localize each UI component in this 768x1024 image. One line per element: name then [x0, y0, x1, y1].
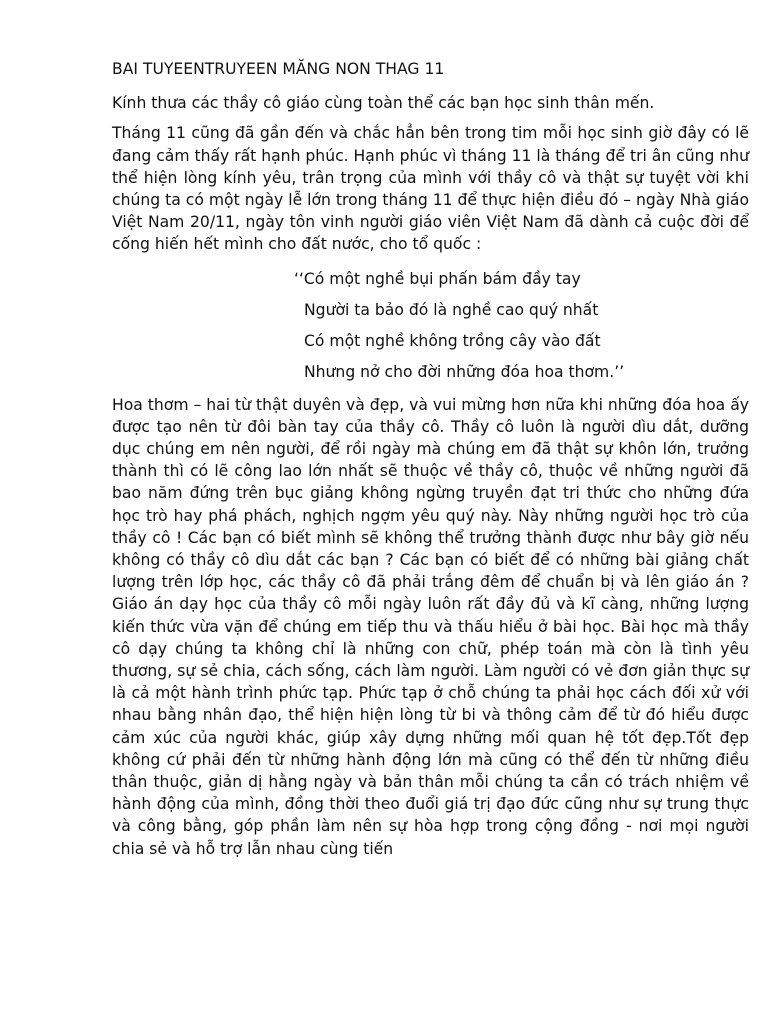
poem-line: Có một nghề không trồng cây vào đất — [304, 331, 601, 350]
body-paragraph: Hoa thơm – hai từ thật duyên và đẹp, và vui mừng hơn nữa khi những đóa hoa ấy được tạo nên từ đôi bàn tay của thầy cô. Thầy cô luôn là người dìu dắt, dưỡng dục chúng em nên người, để rồi ngày mà chúng em đã thật sự khôn lớn, trưởng thành thì có lẽ công lao lớn nhất sẽ thuộc về thầy cô, thuộc về những người đã bao năm đứng trên bục giảng không ngừng truyền đạt tri thức cho những đứa học trò hay phá phách, nghịch ngợm yêu quý này. Này những người học trò của thầy cô ! Các bạn có biết mình sẽ không thể trưởng thành được như bây giờ nếu không có thầy cô dìu dắt các bạn ? Các bạn có biết để có những bài giảng chất lượng trên lớp học, các thầy cô đã phải trắng đêm để chuẩn bị và lên giáo án ? Giáo án dạy học của thầy cô mỗi ngày luôn rất đầy đủ và kĩ càng, những lượng kiến thức vừa vặn để chúng em tiếp thu và thấu hiểu ở bài học. Bài học mà thầy cô dạy chúng ta không chỉ là những con chữ, phép toán mà còn là tình yêu thương, sự sẻ chia, cách sống, cách làm người. Làm người có vẻ đơn giản thực sự là cả một hành trình phức tạp. Phức tạp ở chỗ chúng ta phải học cách đối xử với nhau bằng nhân đạo, thể hiện hiện lòng từ bi và thông cảm để từ đó hiểu được cảm xúc của người khác, giúp xây dựng những mối quan hệ tốt đẹp.Tốt đẹp không cứ phải đến từ những hành động lớn mà cũng có thể đến từ những điều thân thuộc, giản dị hằng ngày và bản thân mỗi chúng ta cần có trách nhiệm về hành động của mình, đồng thời theo đuổi giá trị đạo đức cũng như sự trung thực và công bằng, góp phần làm nên sự hòa hợp trong cộng đồng - nơi mọi người chia sẻ và hỗ trợ lẫn nhau cùng tiến — [112, 395, 749, 858]
greeting-paragraph: Kính thưa các thầy cô giáo cùng toàn thể các bạn học sinh thân mến. — [112, 94, 655, 113]
poem-quote — [112, 264, 749, 388]
intro-paragraph: Tháng 11 cũng đã gần đến và chắc hẳn bên trong tim mỗi học sinh giờ đây có lẽ đang cảm thấy rất hạnh phúc. Hạnh phúc vì tháng 11 là tháng để tri ân cũng như thể hiện lòng kính yêu, trân trọng của mình với thầy cô và thật sự tuyệt vời khi chúng ta có một ngày lễ lớn trong tháng 11 để thực hiện điều đó – ngày Nhà giáo Việt Nam 20/11, ngày tôn vinh người giáo viên Việt Nam đã dành cả cuộc đời để cống hiến hết mình cho đất nước, cho tổ quốc : — [112, 124, 750, 254]
poem-line: ‘‘Có một nghề bụi phấn bám đầy tay — [294, 269, 581, 288]
document-body — [112, 58, 749, 868]
poem-line: Người ta bảo đó là nghề cao quý nhất — [304, 300, 599, 319]
document-title: BAI TUYEENTRUYEEN MĂNG NON THAG 11 — [112, 60, 445, 78]
poem-line: Nhưng nở cho đời những đóa hoa thơm.’’ — [304, 362, 625, 381]
